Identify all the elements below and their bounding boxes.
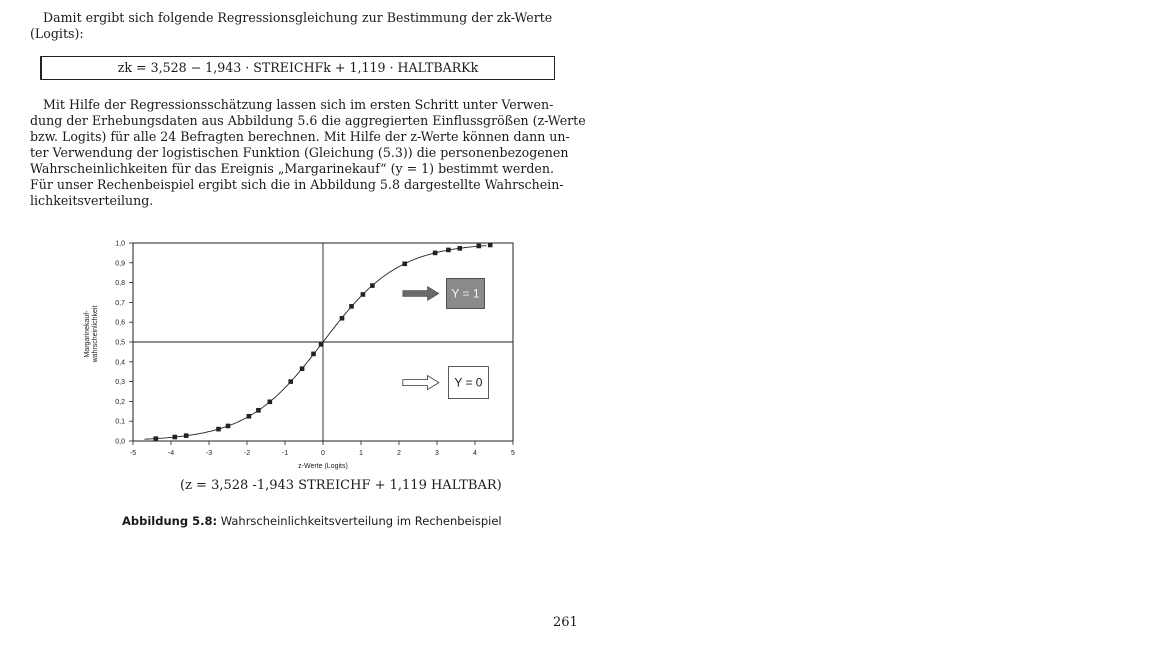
y1-label: Y = 1	[451, 286, 480, 301]
y-axis-label-line1: Margarinekauf-	[84, 310, 91, 358]
explanation-paragraph	[30, 97, 586, 209]
y0-label: Y = 0	[454, 375, 483, 390]
y-tick-label: 0,5	[115, 339, 125, 347]
chart-formula: (z = 3,528 -1,943 STREICHF + 1,119 HALTBAR)	[180, 478, 502, 493]
data-point	[173, 435, 178, 440]
caption-label: Abbildung 5.8:	[122, 514, 218, 528]
caption-text: Wahrscheinlichkeitsverteilung im Rechenbeispiel	[217, 514, 502, 528]
intro-line-1: Damit ergibt sich folgende Regressionsgleichung zur Bestimmung der zk-Werte	[43, 10, 553, 25]
intro-paragraph	[30, 10, 570, 42]
data-point	[488, 243, 493, 248]
text-line: Mit Hilfe der Regressionsschätzung lassen sich im ersten Schritt unter Verwen-	[43, 97, 554, 112]
data-point	[247, 414, 252, 419]
chart-svg	[75, 235, 535, 475]
text-line: lichkeitsverteilung.	[30, 193, 154, 208]
x-tick-label: -4	[167, 450, 175, 457]
data-point	[300, 366, 305, 371]
x-axis-label: z-Werte (Logits)	[298, 463, 348, 470]
data-point	[402, 261, 407, 266]
text-line: ter Verwendung der logistischen Funktion (Gleichung (5.3)) die personenbezogenen	[30, 145, 569, 160]
x-tick-label: -5	[129, 450, 137, 457]
x-tick-label: -3	[205, 450, 213, 457]
y-axis-label-line2: wahrscheinlichkeit	[92, 305, 99, 363]
y-tick-label: 0,8	[115, 280, 125, 288]
data-point	[154, 436, 159, 441]
arrow-right-outline-icon	[403, 376, 439, 390]
x-tick-label: -1	[281, 450, 289, 457]
y-tick-label: 0,7	[115, 299, 125, 307]
text-line: Wahrscheinlichkeiten für das Ereignis „Margarinekauf“ (y = 1) bestimmt werden.	[30, 161, 554, 176]
data-point	[319, 342, 324, 347]
data-point	[288, 379, 293, 384]
probability-chart	[75, 235, 535, 475]
y-tick-label: 0,6	[115, 319, 125, 327]
data-point	[477, 244, 482, 249]
y-tick-label: 0,1	[115, 418, 125, 426]
data-point	[361, 292, 366, 297]
y-tick-label: 0,0	[115, 438, 125, 446]
y-tick-label: 1,0	[115, 240, 125, 248]
data-point	[226, 424, 231, 429]
text-line: dung der Erhebungsdaten aus Abbildung 5.6 die aggregierten Einflussgrößen (z-Werte	[30, 113, 586, 128]
data-point	[311, 352, 316, 357]
data-point	[370, 283, 375, 288]
page-number: 261	[553, 615, 578, 630]
data-point	[446, 248, 451, 253]
regression-equation: zk = 3,528 − 1,943 · STREICHFk + 1,119 · HALTBARKk	[40, 56, 555, 80]
data-point	[340, 316, 345, 321]
y-tick-label: 0,2	[115, 398, 125, 406]
logistic-curve	[144, 246, 486, 440]
data-point	[349, 304, 354, 309]
x-tick-label: 1	[359, 450, 363, 457]
arrow-right-filled-icon	[403, 286, 439, 300]
data-point	[433, 251, 438, 256]
y-tick-label: 0,9	[115, 260, 125, 268]
x-tick-label: 2	[397, 450, 401, 457]
data-point	[268, 399, 273, 404]
data-point	[458, 246, 463, 251]
figure-caption	[122, 513, 502, 529]
x-tick-label: 3	[435, 450, 439, 457]
x-tick-label: -2	[243, 450, 251, 457]
x-tick-label: 5	[511, 450, 515, 457]
data-point	[184, 433, 189, 438]
text-line: Für unser Rechenbeispiel ergibt sich die in Abbildung 5.8 dargestellte Wahrschein-	[30, 177, 564, 192]
data-point	[216, 427, 221, 432]
intro-line-2: (Logits):	[30, 26, 84, 41]
data-point	[256, 408, 261, 413]
y-tick-label: 0,3	[115, 379, 125, 387]
y-tick-label: 0,4	[115, 359, 125, 367]
x-tick-label: 0	[321, 450, 325, 457]
text-line: bzw. Logits) für alle 24 Befragten berechnen. Mit Hilfe der z-Werte können dann un-	[30, 129, 570, 144]
x-tick-label: 4	[473, 450, 477, 457]
